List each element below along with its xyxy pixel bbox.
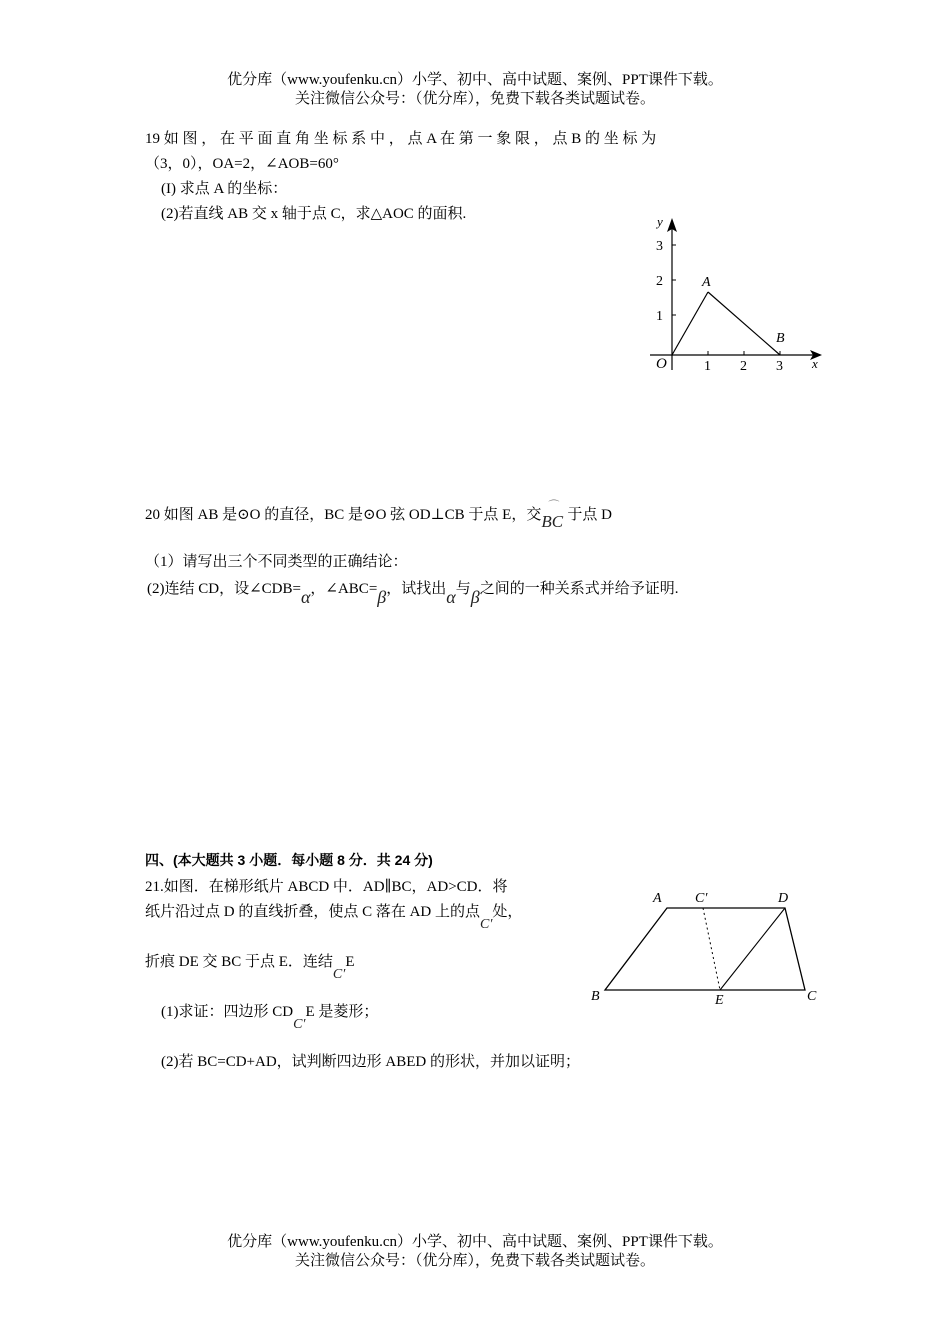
q21-part-2: (2)若 BC=CD+AD，试判断四边形 ABED 的形状，并加以证明； [161, 1054, 581, 1070]
q20-part-2-c: ，试找出 [386, 581, 447, 597]
tick-y-1: 1 [656, 309, 663, 324]
q19-part-2: (2)若直线 AB 交 x 轴于点 C，求△AOC 的面积. [161, 206, 467, 222]
q21-part-1 [161, 1000, 379, 1032]
q20-part-2-b: ，∠ABC= [310, 581, 378, 597]
x-axis-label: x [812, 356, 818, 371]
y-axis-label: y [657, 214, 663, 229]
header-line-1: 优分库（www.youfenku.cn）小学、初中、高中试题、案例、PPT课件下载。 [227, 72, 723, 88]
q20-part-2-d: 与 [455, 581, 471, 597]
q21-line-2-a: 纸片沿过点 D 的直线折叠，使点 C 落在 AD 上的点 [145, 904, 481, 920]
alpha-symbol-2: α [446, 587, 456, 607]
q20-line-1-text-b: 于点 D [567, 507, 612, 523]
dotted-c-prime-e [703, 908, 720, 990]
label-b: B [591, 989, 600, 1004]
beta-symbol-2: β [470, 587, 480, 607]
label-c-prime: C′ [695, 891, 708, 906]
label-d: D [778, 891, 789, 906]
arc-mark: ⌒ [548, 500, 560, 512]
segment-oa [672, 292, 708, 355]
tick-x-3: 3 [776, 359, 783, 374]
segment-ab [708, 292, 780, 355]
footer-line-1: 优分库（www.youfenku.cn）小学、初中、高中试题、案例、PPT课件下载。 [227, 1234, 723, 1250]
tick-y-2: 2 [656, 274, 663, 289]
q19-part-1: (I) 求点 A 的坐标： [161, 181, 288, 197]
q20-line-1 [145, 500, 612, 531]
q21-trapezoid-figure [585, 880, 825, 1010]
q19-line-2: （3，0），OA=2，∠AOB=60° [145, 156, 339, 172]
point-b-label: B [776, 331, 785, 346]
q21-line-2 [145, 900, 523, 932]
section-4-title: 四、(本大题共 3 小题．每小题 8 分．共 24 分) [145, 852, 433, 868]
origin-label: O [656, 356, 667, 372]
header-line-2: 关注微信公众号：（优分库），免费下载各类试题试卷。 [294, 91, 655, 107]
q19-coordinate-figure [640, 210, 840, 375]
arc-bc-label: BC [541, 512, 564, 531]
arc-bc [541, 500, 567, 531]
q20-part-2 [147, 577, 679, 607]
alpha-symbol: α [300, 587, 311, 607]
q21-line-3-b: E [345, 954, 355, 970]
label-a: A [653, 891, 662, 906]
c-prime-symbol: C′ [480, 917, 493, 932]
q21-part-1-b: E 是菱形； [305, 1004, 379, 1020]
q21-line-3-a: 折痕 DE 交 BC 于点 E．连结 [145, 954, 333, 970]
q21-part-1-a: (1)求证：四边形 CD [161, 1004, 294, 1020]
c-prime-symbol-3: C′ [293, 1017, 306, 1032]
q20-part-2-a: (2)连结 CD，设∠CDB= [147, 581, 301, 597]
label-e: E [715, 993, 724, 1008]
tick-x-2: 2 [740, 359, 747, 374]
footer-line-2: 关注微信公众号：（优分库），免费下载各类试题试卷。 [294, 1253, 655, 1269]
label-c: C [807, 989, 817, 1004]
q21-line-3 [145, 950, 355, 982]
q20-line-1-text-a: 20 如图 AB 是⊙O 的直径，BC 是⊙O 弦 OD⊥CB 于点 E，交 [145, 507, 542, 523]
q21-line-1: 21.如图．在梯形纸片 ABCD 中．AD∥BC，AD>CD．将 [145, 879, 508, 895]
fold-line-de [720, 908, 785, 990]
q21-line-2-b: 处， [492, 904, 523, 920]
q19-line-1: 19 如 图 ， 在 平 面 直 角 坐 标 系 中 ， 点 A 在 第 一 象 限 ， 点 B 的 坐 标 为 [145, 131, 657, 147]
q20-part-1: （1）请写出三个不同类型的正确结论： [145, 554, 408, 570]
beta-symbol: β [377, 587, 387, 607]
tick-x-1: 1 [704, 359, 711, 374]
tick-y-3: 3 [656, 239, 663, 254]
point-a-label: A [702, 275, 711, 290]
c-prime-symbol-2: C′ [332, 967, 346, 982]
q20-part-2-e: 之间的一种关系式并给予证明. [479, 581, 679, 597]
